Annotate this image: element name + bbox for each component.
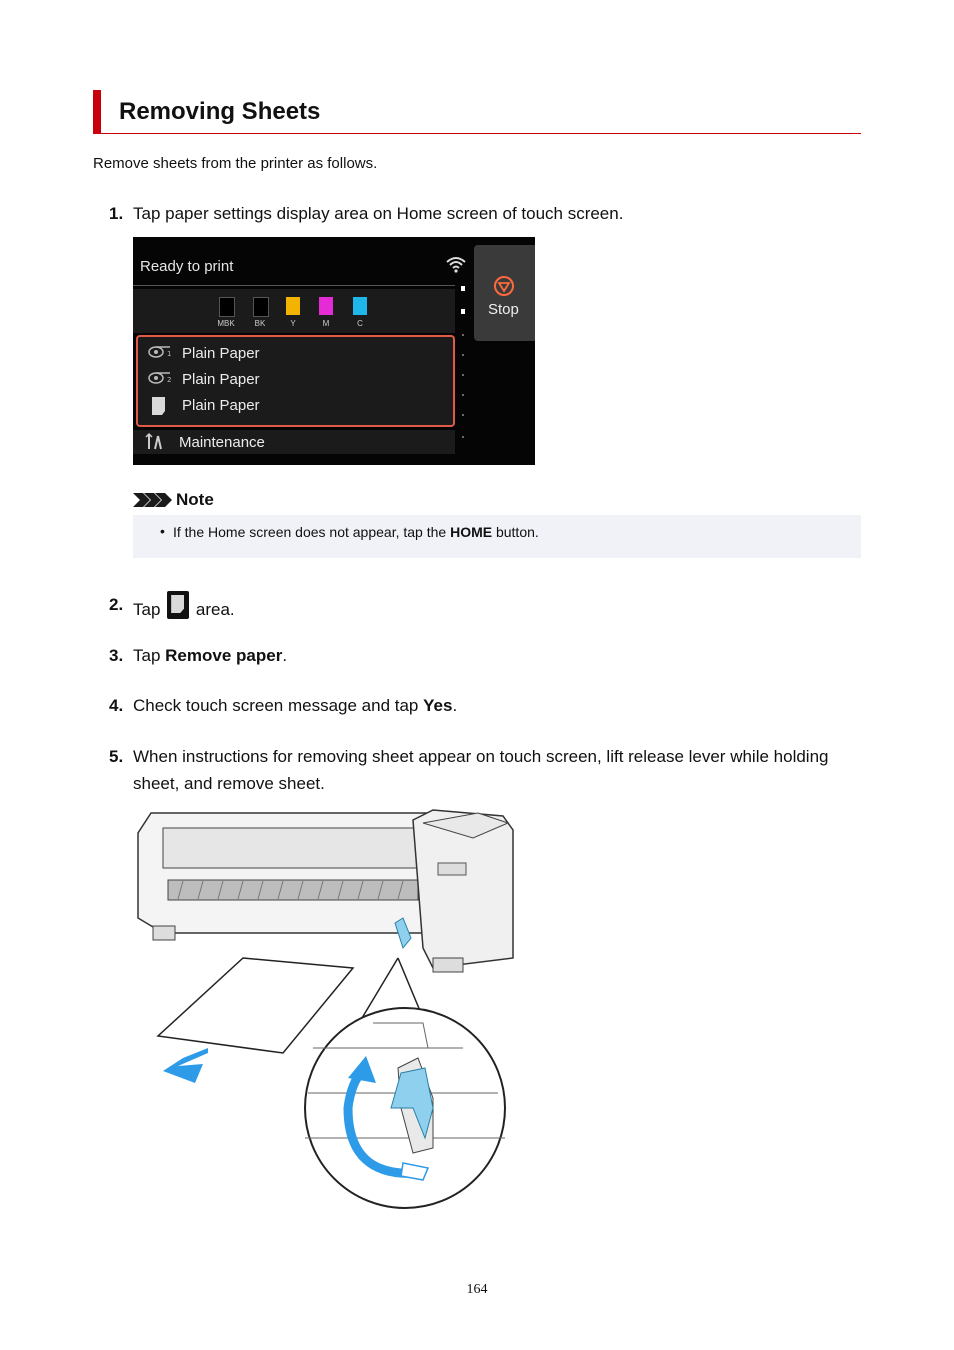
roll-2-icon — [148, 371, 174, 385]
ink-m — [319, 297, 333, 315]
ink-c — [353, 297, 367, 315]
maintenance-label: Maintenance — [179, 434, 265, 451]
paper-type: Plain Paper — [182, 397, 260, 414]
maintenance-row[interactable] — [133, 430, 455, 454]
step-text: Tap paper settings display area on Home screen of touch screen. — [133, 204, 624, 223]
page-title: Removing Sheets — [119, 98, 321, 125]
paper-type: Plain Paper — [182, 371, 260, 388]
ink-y — [286, 297, 300, 315]
section-heading — [93, 90, 861, 134]
svg-text:1: 1 — [167, 350, 172, 358]
touch-screen-illustration — [133, 237, 535, 465]
ink-label: MBK — [217, 319, 235, 328]
svg-text:2: 2 — [167, 376, 172, 384]
step-text-part: Tap — [133, 646, 161, 665]
step-text — [133, 692, 853, 719]
remove-paper-label: Remove paper — [165, 646, 283, 665]
step-text-part: . — [452, 696, 458, 715]
sheet-area-icon — [167, 591, 189, 619]
stop-button[interactable] — [474, 245, 535, 341]
step-number: 2. — [109, 595, 124, 614]
bullet: • — [160, 523, 165, 539]
ink-label: Y — [290, 319, 296, 328]
yes-label: Yes — [423, 696, 453, 715]
page-number: 164 — [466, 1282, 488, 1297]
step-text: When instructions for removing sheet appear on touch screen, lift release lever while holding sheet, and remove sheet. — [133, 747, 829, 793]
stop-label: Stop — [488, 301, 519, 318]
ink-bk — [253, 297, 269, 317]
step-number: 4. — [109, 696, 124, 715]
step-text — [133, 642, 853, 669]
divider — [133, 285, 455, 286]
maintenance-icon — [145, 433, 165, 451]
status-text: Ready to print — [140, 258, 234, 275]
note-text: If the Home screen does not appear, tap the — [173, 524, 447, 540]
page-indicator — [460, 285, 466, 445]
note-arrows-icon — [133, 491, 173, 509]
step-number: 1. — [109, 204, 124, 223]
step-text-part: area. — [195, 600, 235, 619]
step-number: 3. — [109, 646, 124, 665]
intro-text: Remove sheets from the printer as follows. — [93, 155, 378, 172]
step-number: 5. — [109, 747, 124, 766]
sheet-icon — [148, 397, 174, 415]
wifi-icon — [445, 255, 467, 273]
step-text-part: Tap — [133, 600, 161, 619]
stop-icon — [493, 275, 515, 297]
step-text-part: . — [282, 646, 288, 665]
note-home-label: HOME — [450, 524, 493, 540]
heading-accent-bar — [93, 90, 101, 133]
ink-label: C — [357, 319, 363, 328]
ink-mbk — [219, 297, 235, 317]
step-text — [133, 591, 853, 623]
paper-settings-area[interactable] — [136, 335, 455, 427]
ink-label: BK — [254, 319, 266, 328]
step-text-part: Check touch screen message and tap — [133, 696, 419, 715]
note-title: Note — [176, 490, 214, 509]
paper-type: Plain Paper — [182, 345, 260, 362]
ink-label: M — [322, 319, 330, 328]
note-item — [173, 524, 539, 540]
note-text: button. — [495, 524, 539, 540]
roll-1-icon — [148, 345, 174, 359]
printer-illustration — [133, 808, 523, 1216]
note-box — [133, 515, 861, 558]
